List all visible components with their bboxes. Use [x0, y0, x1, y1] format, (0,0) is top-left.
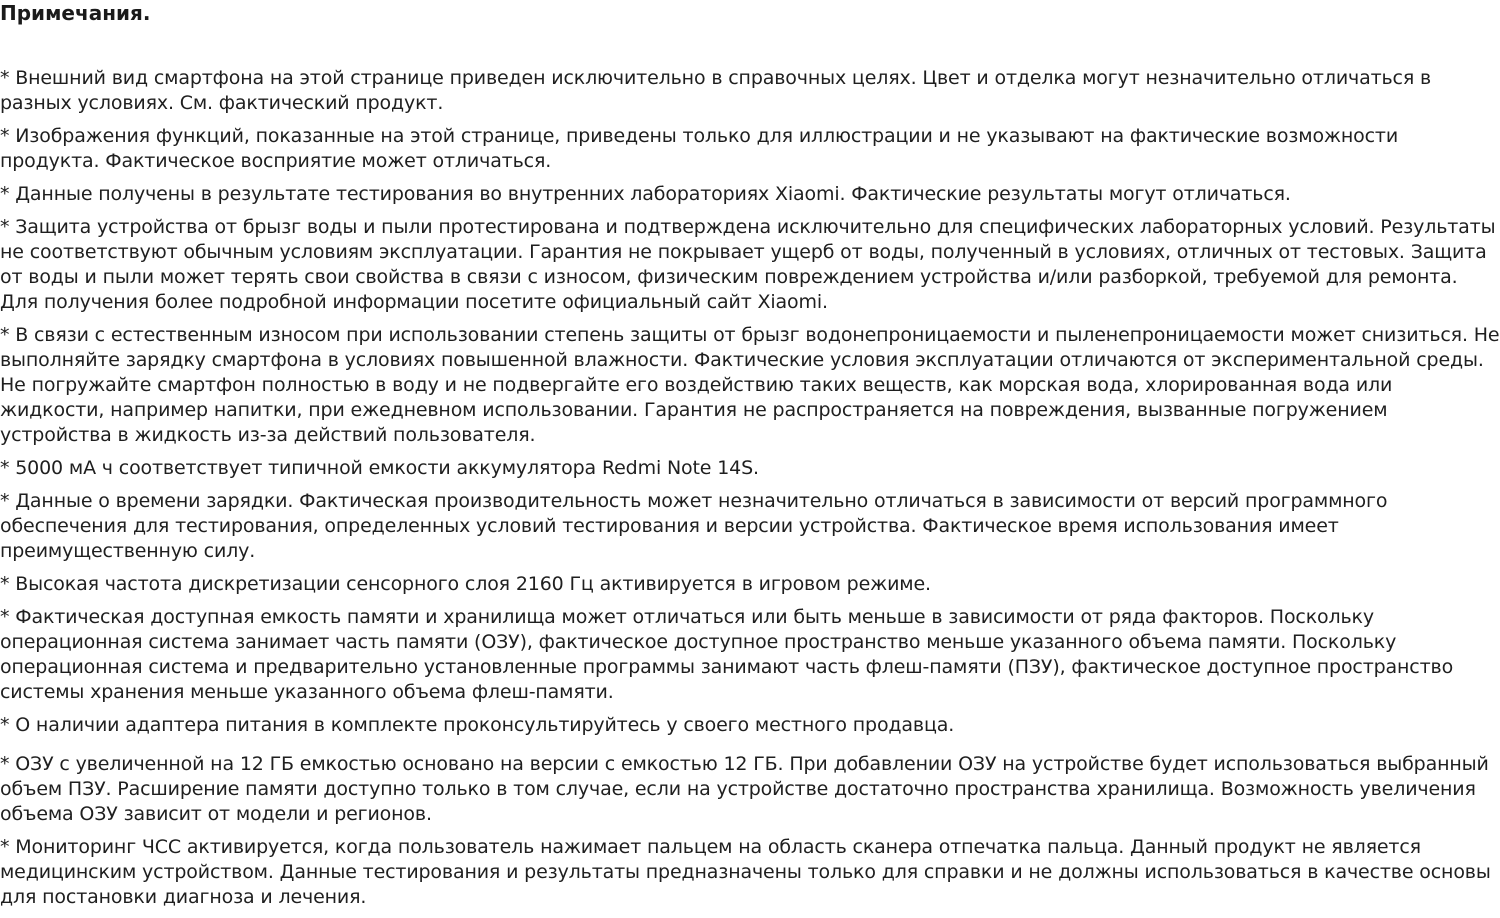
- note-item: * В связи с естественным износом при использовании степень защиты от брызг водонепроницаемости и пыленепроницаемости может снизиться. Не выполняйте зарядку смартфона в условиях повышенной влажности. Фактические условия эксплуатации отличаются от экспериментальной среды. Не погружайте смартфон полностью в воду и не подвергайте его воздействию таких веществ, как морская вода, хлорированная вода или жидкости, например напитки, при ежедневном использовании. Гарантия не распространяется на повреждения, вызванные погружением устройства в жидкость из-за действий пользователя.: [0, 324, 1500, 446]
- note-item: * ОЗУ с увеличенной на 12 ГБ емкостью основано на версии с емкостью 12 ГБ. При добавлении ОЗУ на устройстве будет использоваться выбранный объем ПЗУ. Расширение памяти доступно только в том случае, если на устройстве достаточно пространства хранилища. Возможность увеличения объема ОЗУ зависит от модели и регионов.: [0, 753, 1489, 825]
- note-item: * Защита устройства от брызг воды и пыли протестирована и подтверждена исключительно для специфических лабораторных условий. Результаты не соответствуют обычным условиям эксплуатации. Гарантия не покрывает ущерб от воды, полученный в условиях, отличных от тестовых. Защита от воды и пыли может терять свои свойства в связи с износом, физическим повреждением устройства и/или разборкой, требуемой для ремонта. Для получения более подробной информации посетите официальный сайт Xiaomi.: [0, 216, 1496, 313]
- note-item: * О наличии адаптера питания в комплекте проконсультируйтесь у своего местного продавца.: [0, 714, 955, 736]
- note-item: * Данные получены в результате тестирования во внутренних лабораториях Xiaomi. Фактические результаты могут отличаться.: [0, 183, 1291, 205]
- note-item: * Высокая частота дискретизации сенсорного слоя 2160 Гц активируется в игровом режиме.: [0, 573, 931, 595]
- notes-title: Примечания.: [0, 1, 151, 25]
- note-item: * Внешний вид смартфона на этой странице приведен исключительно в справочных целях. Цвет и отделка могут незначительно отличаться в разных условиях. См. фактический продукт.: [0, 67, 1432, 114]
- notes-list: [0, 66, 1500, 918]
- note-item: * Фактическая доступная емкость памяти и хранилища может отличаться или быть меньше в зависимости от ряда факторов. Поскольку операционная система занимает часть памяти (ОЗУ), фактическое доступное пространство меньше указанного объема памяти. Поскольку операционная система и предварительно установленные программы занимают часть флеш-памяти (ПЗУ), фактическое доступное пространство системы хранения меньше указанного объема флеш-памяти.: [0, 606, 1454, 703]
- note-item: * Мониторинг ЧСС активируется, когда пользователь нажимает пальцем на область сканера отпечатка пальца. Данный продукт не является медицинским устройством. Данные тестирования и результаты предназначены только для справки и не должны использоваться в качестве основы для постановки диагноза и лечения.: [0, 836, 1491, 908]
- note-item: * Данные о времени зарядки. Фактическая производительность может незначительно отличаться в зависимости от версий программного обеспечения для тестирования, определенных условий тестирования и версии устройства. Фактическое время использования имеет преимущественную силу.: [0, 490, 1388, 562]
- note-item: * 5000 мА ч соответствует типичной емкости аккумулятора Redmi Note 14S.: [0, 457, 759, 479]
- note-item: * Изображения функций, показанные на этой странице, приведены только для иллюстрации и не указывают на фактические возможности продукта. Фактическое восприятие может отличаться.: [0, 125, 1399, 172]
